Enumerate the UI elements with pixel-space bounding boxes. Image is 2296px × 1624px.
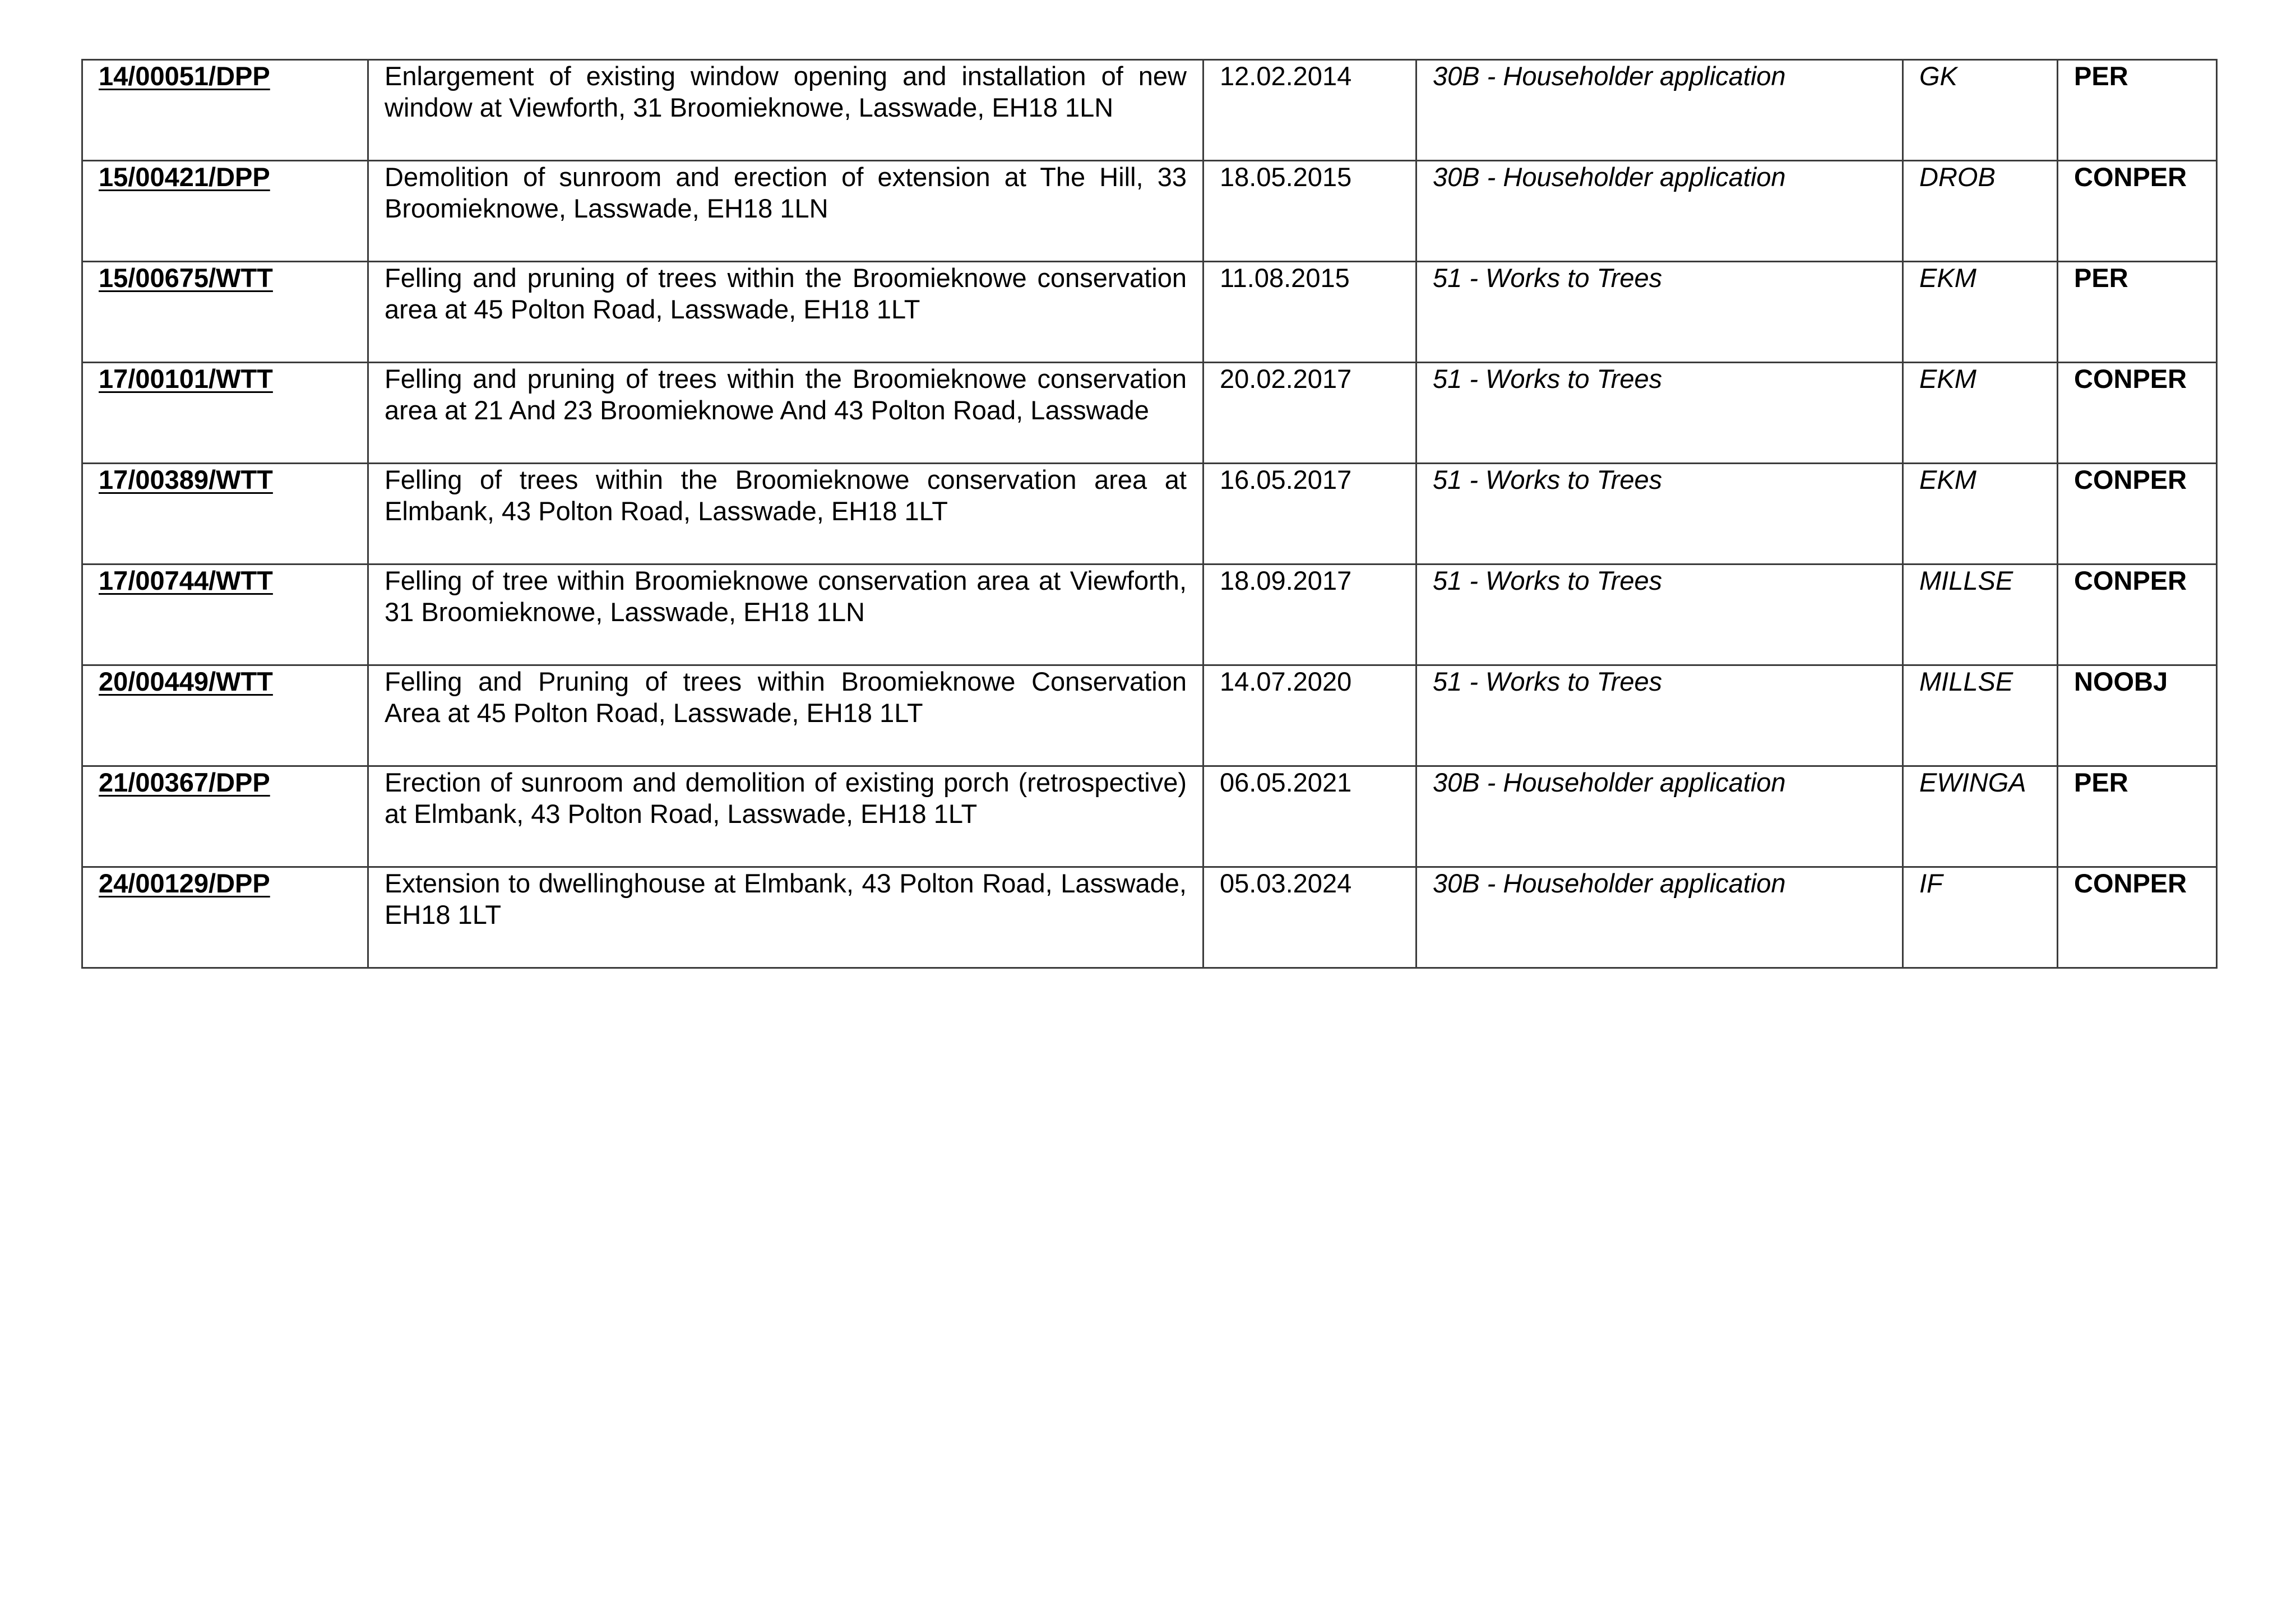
reference-cell: [82, 766, 368, 867]
date-cell: [1203, 867, 1417, 968]
document-page: [81, 59, 2218, 969]
decision-code: NOOBJ: [2074, 667, 2168, 696]
decision-code: CONPER: [2074, 868, 2187, 898]
application-reference-link[interactable]: 21/00367/DPP: [99, 767, 270, 797]
type-cell: [1417, 665, 1903, 766]
planning-applications-table: [81, 59, 2218, 969]
officer-cell: [1903, 363, 2058, 464]
reference-cell: [82, 867, 368, 968]
application-reference-link[interactable]: 24/00129/DPP: [99, 868, 270, 898]
application-type: 30B - Householder application: [1433, 61, 1786, 91]
decision-code: CONPER: [2074, 364, 2187, 394]
date-cell: [1203, 766, 1417, 867]
description-cell: [368, 464, 1203, 565]
type-cell: [1417, 867, 1903, 968]
application-description: Demolition of sunroom and erection of extension at The Hill, 33 Broomieknowe, Lasswade, EH18 1LN: [385, 162, 1187, 223]
reference-cell: [82, 60, 368, 161]
table-body: [82, 60, 2217, 968]
reference-cell: [82, 363, 368, 464]
description-cell: [368, 60, 1203, 161]
officer-cell: [1903, 766, 2058, 867]
date-cell: [1203, 60, 1417, 161]
application-date: 05.03.2024: [1220, 868, 1352, 898]
date-cell: [1203, 464, 1417, 565]
type-cell: [1417, 766, 1903, 867]
decision-cell: [2058, 262, 2217, 363]
date-cell: [1203, 161, 1417, 262]
case-officer: GK: [1919, 61, 1957, 91]
application-reference-link[interactable]: 15/00421/DPP: [99, 162, 270, 192]
decision-code: PER: [2074, 767, 2128, 797]
application-type: 51 - Works to Trees: [1433, 263, 1663, 293]
application-description: Enlargement of existing window opening and installation of new window at Viewforth, 31 Broomieknowe, Lasswade, EH18 1LN: [385, 61, 1187, 122]
table-row: [82, 363, 2217, 464]
application-date: 06.05.2021: [1220, 767, 1352, 797]
application-type: 51 - Works to Trees: [1433, 364, 1663, 394]
case-officer: IF: [1919, 868, 1943, 898]
application-reference-link[interactable]: 14/00051/DPP: [99, 61, 270, 91]
decision-cell: [2058, 363, 2217, 464]
application-reference-link[interactable]: 15/00675/WTT: [99, 263, 273, 293]
decision-cell: [2058, 665, 2217, 766]
description-cell: [368, 161, 1203, 262]
table-row: [82, 867, 2217, 968]
application-date: 12.02.2014: [1220, 61, 1352, 91]
application-description: Felling and Pruning of trees within Broomieknowe Conservation Area at 45 Polton Road, Lasswade, EH18 1LT: [385, 667, 1187, 728]
type-cell: [1417, 363, 1903, 464]
decision-cell: [2058, 565, 2217, 665]
table-row: [82, 464, 2217, 565]
application-description: Felling of trees within the Broomieknowe conservation area at Elmbank, 43 Polton Road, Lasswade, EH18 1LT: [385, 465, 1187, 526]
application-reference-link[interactable]: 17/00101/WTT: [99, 364, 273, 394]
table-row: [82, 766, 2217, 867]
type-cell: [1417, 565, 1903, 665]
type-cell: [1417, 161, 1903, 262]
application-type: 30B - Householder application: [1433, 767, 1786, 797]
officer-cell: [1903, 565, 2058, 665]
date-cell: [1203, 262, 1417, 363]
table-row: [82, 161, 2217, 262]
reference-cell: [82, 161, 368, 262]
case-officer: EKM: [1919, 263, 1976, 293]
decision-code: CONPER: [2074, 162, 2187, 192]
application-type: 51 - Works to Trees: [1433, 667, 1663, 696]
application-description: Erection of sunroom and demolition of existing porch (retrospective) at Elmbank, 43 Polton Road, Lasswade, EH18 1LT: [385, 767, 1187, 829]
application-date: 20.02.2017: [1220, 364, 1352, 394]
officer-cell: [1903, 867, 2058, 968]
case-officer: MILLSE: [1919, 667, 2013, 696]
application-type: 30B - Householder application: [1433, 868, 1786, 898]
application-type: 30B - Householder application: [1433, 162, 1786, 192]
application-reference-link[interactable]: 17/00744/WTT: [99, 566, 273, 595]
application-date: 11.08.2015: [1220, 263, 1350, 293]
reference-cell: [82, 565, 368, 665]
application-type: 51 - Works to Trees: [1433, 566, 1663, 595]
application-reference-link[interactable]: 17/00389/WTT: [99, 465, 273, 494]
case-officer: EKM: [1919, 465, 1976, 494]
decision-cell: [2058, 766, 2217, 867]
date-cell: [1203, 363, 1417, 464]
reference-cell: [82, 464, 368, 565]
type-cell: [1417, 262, 1903, 363]
application-reference-link[interactable]: 20/00449/WTT: [99, 667, 273, 696]
application-date: 18.05.2015: [1220, 162, 1352, 192]
officer-cell: [1903, 464, 2058, 565]
decision-cell: [2058, 161, 2217, 262]
application-date: 14.07.2020: [1220, 667, 1352, 696]
application-description: Felling and pruning of trees within the Broomieknowe conservation area at 21 And 23 Broomieknowe And 43 Polton Road, Lasswade: [385, 364, 1187, 425]
officer-cell: [1903, 262, 2058, 363]
decision-cell: [2058, 464, 2217, 565]
officer-cell: [1903, 60, 2058, 161]
type-cell: [1417, 60, 1903, 161]
table-row: [82, 262, 2217, 363]
decision-cell: [2058, 60, 2217, 161]
description-cell: [368, 262, 1203, 363]
decision-code: PER: [2074, 263, 2128, 293]
reference-cell: [82, 262, 368, 363]
application-description: Felling and pruning of trees within the Broomieknowe conservation area at 45 Polton Road, Lasswade, EH18 1LT: [385, 263, 1187, 324]
case-officer: EWINGA: [1919, 767, 2026, 797]
application-date: 18.09.2017: [1220, 566, 1352, 595]
officer-cell: [1903, 161, 2058, 262]
officer-cell: [1903, 665, 2058, 766]
reference-cell: [82, 665, 368, 766]
type-cell: [1417, 464, 1903, 565]
application-type: 51 - Works to Trees: [1433, 465, 1663, 494]
application-description: Felling of tree within Broomieknowe conservation area at Viewforth, 31 Broomieknowe, Lasswade, EH18 1LN: [385, 566, 1187, 627]
table-row: [82, 565, 2217, 665]
description-cell: [368, 867, 1203, 968]
description-cell: [368, 766, 1203, 867]
case-officer: DROB: [1919, 162, 1996, 192]
description-cell: [368, 665, 1203, 766]
description-cell: [368, 565, 1203, 665]
decision-code: CONPER: [2074, 566, 2187, 595]
description-cell: [368, 363, 1203, 464]
date-cell: [1203, 565, 1417, 665]
application-description: Extension to dwellinghouse at Elmbank, 43 Polton Road, Lasswade, EH18 1LT: [385, 868, 1187, 929]
decision-code: CONPER: [2074, 465, 2187, 494]
decision-cell: [2058, 867, 2217, 968]
table-row: [82, 60, 2217, 161]
table-row: [82, 665, 2217, 766]
decision-code: PER: [2074, 61, 2128, 91]
case-officer: MILLSE: [1919, 566, 2013, 595]
application-date: 16.05.2017: [1220, 465, 1352, 494]
date-cell: [1203, 665, 1417, 766]
case-officer: EKM: [1919, 364, 1976, 394]
